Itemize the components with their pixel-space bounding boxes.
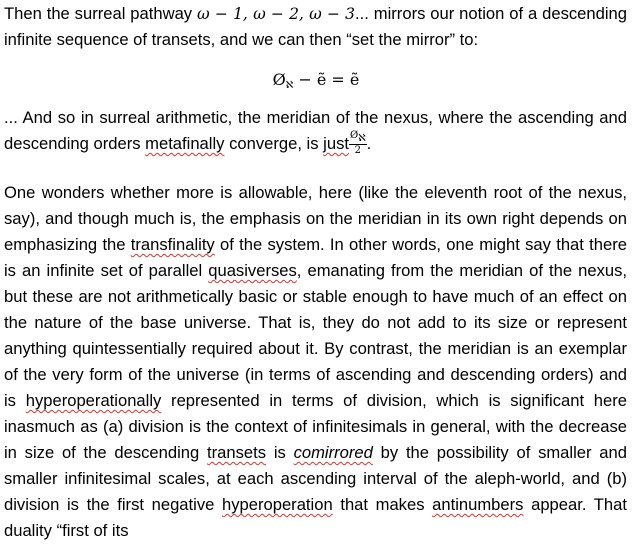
spellcheck-word-just[interactable]: just bbox=[323, 134, 349, 153]
paragraph-3: One wonders whether more is allowable, here (like the eleventh root of the nexus, say), and though much is, the emphasis on the meridian in its own right depends on emphasizing the transfinality of the system. In other words, one might say that there is an infinite set of parallel quasiverses, emanating from the meridian of the nexus, but these are not arithmetically basic or stable enough to have much of an effect on the nature of the base universe. That is, they do not add to its size or represent anything quintessentially required about it. By contrast, the meridian is an exemplar of the very form of the universe (in terms of ascending and descending orders) and is hyperoperationally represented in terms of division, which is significant here inasmuch as (a) division is the context of infinitesimals in general, with the decrease in size of the descending transets is comirrored by the possibility of smaller and smaller infinitesimal scales, at each ascending interval of the aleph-world, and (b) division is the first negative hyperoperation that makes antinumbers appear. That duality “first of its bbox=[4, 183, 628, 540]
meridian-fraction: $\frac{Ø_ℵ}{2}$ bbox=[349, 129, 366, 156]
mirror-equation: $Ø_ℵ$ − ẽ = ẽ bbox=[272, 70, 360, 91]
paragraph-2: ... And so in surreal arithmetic, the meridian of the nexus, where the ascending and descending orders metafinally converge, is just $\frac{Ø_ℵ}{2}$ . bbox=[4, 108, 627, 156]
surreal-pathway-expression: ω − 1, ω − 2, ω − 3 bbox=[197, 5, 356, 23]
spellcheck-word-transfinality[interactable]: transfinality bbox=[130, 235, 215, 254]
spellcheck-word-hyperoperation[interactable]: hyperoperation bbox=[221, 495, 333, 514]
paragraph-1: Then the surreal pathway ω − 1, ω − 2, ω − 3... mirrors our notion of a descending infinite sequence of transets, and we can then “set the mirror” to: bbox=[4, 4, 628, 49]
spellcheck-word-metafinally[interactable]: metafinally bbox=[145, 134, 225, 153]
spellcheck-word-comirrored[interactable]: comirrored bbox=[293, 443, 373, 462]
spellcheck-word-transets[interactable]: transets bbox=[207, 443, 267, 462]
spellcheck-word-antinumbers[interactable]: antinumbers bbox=[432, 495, 524, 514]
spellcheck-word-hyperoperationally[interactable]: hyperoperationally bbox=[25, 391, 162, 410]
spellcheck-word-quasiverses[interactable]: quasiverses bbox=[208, 261, 297, 280]
